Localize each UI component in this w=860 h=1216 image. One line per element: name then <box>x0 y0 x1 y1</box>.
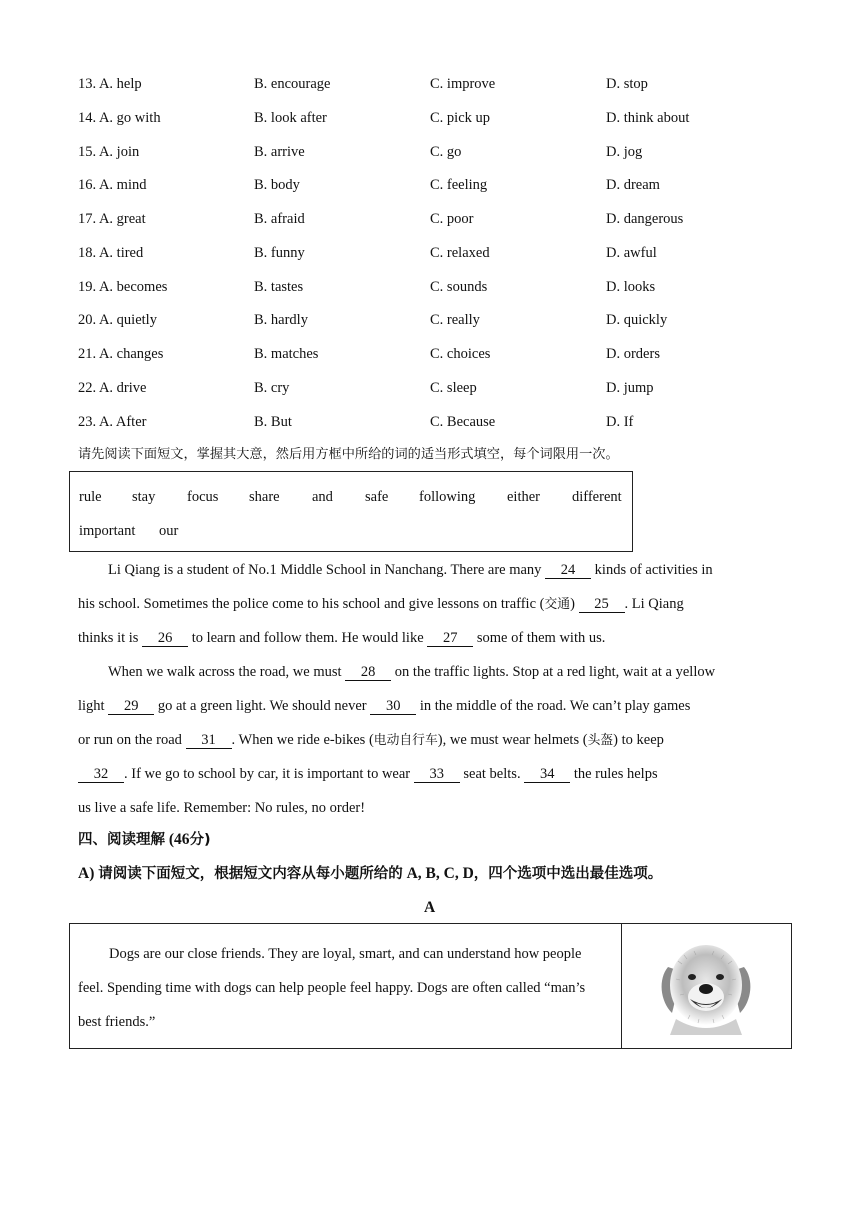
option-b: B. arrive <box>254 143 305 160</box>
word-box <box>69 471 633 552</box>
text: in the middle of the road. We can’t play games <box>416 698 691 714</box>
text: 交通 <box>544 597 571 612</box>
option-row <box>78 244 778 278</box>
option-a: 19. A. becomes <box>78 278 168 295</box>
option-b: B. encourage <box>254 76 331 92</box>
word-box-item: important <box>79 523 136 539</box>
text: thinks it is <box>78 630 143 646</box>
text: or run on the road <box>78 732 186 748</box>
option-d: D. quickly <box>606 312 668 329</box>
passage-line: us live a safe life. Remember: No rules, no order! <box>78 800 366 816</box>
option-d: D. If <box>606 413 634 430</box>
passage-line <box>78 595 778 614</box>
text: A, B, C, D <box>406 865 474 882</box>
option-b: B. cry <box>254 379 290 396</box>
passage-a-table <box>69 923 792 1049</box>
option-b: B. look after <box>254 109 327 126</box>
option-d: D. dangerous <box>606 211 684 227</box>
option-a: 17. A. great <box>78 211 146 227</box>
option-c: C. pick up <box>430 109 491 126</box>
text: ) <box>570 596 579 612</box>
text: on the traffic lights. Stop at a red light, wait at a yellow <box>391 664 716 680</box>
option-c: C. improve <box>430 76 496 92</box>
option-row <box>78 311 778 345</box>
option-row <box>78 345 778 379</box>
dog-photo <box>654 939 758 1035</box>
option-c: C. feeling <box>430 177 488 194</box>
passage-line <box>78 697 778 715</box>
blank-31[interactable]: 31 <box>186 732 232 749</box>
text: . Li Qiang <box>624 596 684 612</box>
text: A) <box>78 865 95 882</box>
option-row <box>78 413 778 447</box>
section-heading <box>78 830 211 850</box>
option-a: 14. A. go with <box>78 109 161 126</box>
text: 电动自行车 <box>373 733 438 748</box>
blank-33[interactable]: 33 <box>414 766 460 783</box>
option-c: C. relaxed <box>430 244 490 261</box>
blank-32[interactable]: 32 <box>78 766 124 783</box>
option-row <box>78 210 778 244</box>
blank-26[interactable]: 26 <box>142 630 188 647</box>
passage-letter: A <box>424 899 436 916</box>
option-d: D. awful <box>606 244 657 261</box>
passage-a-line: best friends.” <box>78 1014 156 1030</box>
option-a: 20. A. quietly <box>78 312 157 329</box>
passage-line <box>78 731 778 750</box>
text: 头盔 <box>587 733 614 748</box>
option-b: B. matches <box>254 346 319 362</box>
option-row <box>78 176 778 210</box>
option-b: B. But <box>254 413 292 430</box>
option-a: 18. A. tired <box>78 244 144 261</box>
fill-in-instruction: 请先阅读下面短文，掌握其大意，然后用方框中所给的词的适当形式填空，每个词限用一次。 <box>78 447 619 462</box>
text: some of them with us. <box>473 630 606 646</box>
option-b: B. tastes <box>254 278 304 295</box>
text: seat belts. <box>459 766 525 782</box>
text: the rules helps <box>570 766 658 782</box>
option-b: B. hardly <box>254 312 308 329</box>
text: When we walk across the road, we must <box>108 664 346 680</box>
option-row <box>78 278 778 312</box>
text: 请阅读下面短文，根据短文内容从每小题所给的 <box>98 866 403 882</box>
option-a: 13. A. help <box>78 76 142 92</box>
passage-a-line: feel. Spending time with dogs can help people feel happy. Dogs are often called “man’s <box>78 980 586 996</box>
option-c: C. sleep <box>430 379 477 396</box>
text: kinds of activities in <box>591 562 713 578</box>
blank-25[interactable]: 25 <box>579 596 625 613</box>
option-c: C. go <box>430 143 462 160</box>
option-b: B. body <box>254 177 300 194</box>
text: . When we ride e-bikes ( <box>231 732 374 748</box>
blank-29[interactable]: 29 <box>108 698 154 715</box>
blank-30[interactable]: 30 <box>370 698 416 715</box>
word-box-item: stay <box>132 489 156 505</box>
option-d: D. jump <box>606 379 654 396</box>
option-row <box>78 75 778 109</box>
blank-28[interactable]: 28 <box>345 664 391 681</box>
passage-line <box>78 629 778 647</box>
option-row <box>78 379 778 413</box>
text: to learn and follow them. He would like <box>188 630 428 646</box>
word-box-item: different <box>572 489 622 505</box>
passage-line <box>108 561 808 579</box>
text: ) to keep <box>613 732 664 748</box>
option-a: 23. A. After <box>78 413 147 430</box>
word-box-item: safe <box>365 489 389 505</box>
table-divider <box>621 924 622 1048</box>
option-c: C. sounds <box>430 278 488 295</box>
option-d: D. jog <box>606 143 643 160</box>
option-c: C. choices <box>430 346 491 362</box>
option-row <box>78 143 778 177</box>
option-c: C. really <box>430 312 480 329</box>
section-subheading <box>78 864 662 884</box>
text: ), we must wear helmets ( <box>437 732 588 748</box>
blank-27[interactable]: 27 <box>427 630 473 647</box>
option-b: B. funny <box>254 244 305 261</box>
blank-34[interactable]: 34 <box>524 766 570 783</box>
word-box-item: share <box>249 489 280 505</box>
text: his school. Sometimes the police come to his school and give lessons on traffic ( <box>78 596 545 612</box>
option-d: D. orders <box>606 346 660 362</box>
option-a: 22. A. drive <box>78 379 147 396</box>
option-a: 15. A. join <box>78 143 140 160</box>
text: (46 <box>168 831 190 848</box>
word-box-item: rule <box>79 489 102 505</box>
text: light <box>78 698 109 714</box>
blank-24[interactable]: 24 <box>545 562 591 579</box>
option-d: D. think about <box>606 109 690 126</box>
option-d: D. stop <box>606 76 648 92</box>
text: ，四个选项中选出最佳选项。 <box>473 866 663 882</box>
word-box-item: following <box>419 489 476 505</box>
word-box-item: focus <box>187 489 219 505</box>
text: Li Qiang is a student of No.1 Middle School in Nanchang. There are many <box>108 562 546 578</box>
option-d: D. looks <box>606 278 656 295</box>
option-b: B. afraid <box>254 211 305 227</box>
word-box-item: our <box>159 523 179 539</box>
text: . If we go to school by car, it is important to wear <box>124 766 414 782</box>
text: go at a green light. We should never <box>154 698 371 714</box>
word-box-item: either <box>507 489 541 505</box>
word-box-item: and <box>312 489 333 505</box>
option-c: C. Because <box>430 413 496 430</box>
option-a: 21. A. changes <box>78 346 164 362</box>
text: 分) <box>189 832 211 848</box>
passage-a-line: Dogs are our close friends. They are loyal, smart, and can understand how people <box>109 946 582 962</box>
option-row <box>78 109 778 143</box>
option-a: 16. A. mind <box>78 177 147 194</box>
passage-line <box>108 663 808 681</box>
option-d: D. dream <box>606 177 660 194</box>
passage-line <box>78 765 778 783</box>
option-c: C. poor <box>430 211 474 227</box>
text: 四、阅读理解 <box>78 832 165 848</box>
